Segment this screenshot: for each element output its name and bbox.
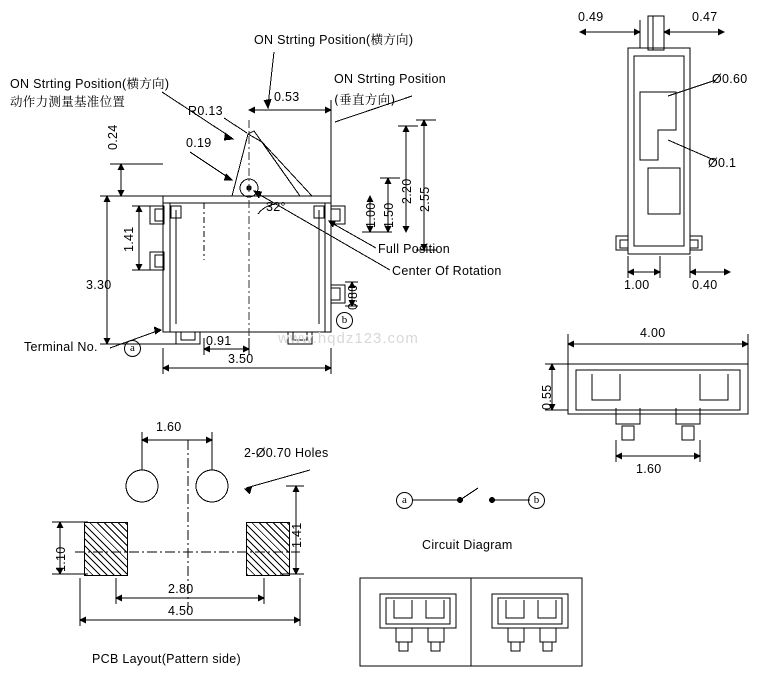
dim-100-main: 1.00 [364,202,378,228]
dim-220: 2.20 [400,178,414,204]
dim-150: 1.50 [382,202,396,228]
callout-on-starting-vertical-cn: (垂直方向) [334,92,396,107]
callout-center-of-rotation: Center Of Rotation [392,264,502,278]
dim-047: 0.47 [692,10,718,24]
dim-141-pcb: 1.41 [290,522,304,548]
dim-d01: Ø0.1 [708,156,737,170]
circuit-diagram-title: Circuit Diagram [422,538,513,552]
dim-024: 0.24 [106,124,120,150]
circuit-terminal-a: a [396,492,413,509]
callout-on-starting-vertical: ON Strting Position [334,72,446,86]
callout-operating-force-reference: 动作力测量基准位置 [10,94,126,109]
dim-angle-32: 32° [266,200,286,214]
callout-terminal-no: Terminal No. [24,340,98,354]
dim-110-pcb: 1.10 [54,546,68,572]
dim-d060: Ø0.60 [712,72,748,86]
callout-full-position: Full Position [378,242,450,256]
dim-160-pcb: 1.60 [156,420,182,434]
dim-049: 0.49 [578,10,604,24]
callout-on-starting-horizontal-top: ON Strting Position(横方向) [254,33,414,47]
dim-080: 0.80 [346,284,360,310]
pcb-pad-left [84,522,128,576]
dim-r013: R0.13 [188,104,223,118]
dim-160-front: 1.60 [636,462,662,476]
dim-040-side: 0.40 [692,278,718,292]
pcb-layout-title: PCB Layout(Pattern side) [92,652,241,666]
callout-on-starting-horizontal-left: ON Strting Position(横方向) [10,77,170,91]
dim-141-main: 1.41 [122,226,136,252]
watermark: www.hqdz123.com [278,330,419,347]
dim-019: 0.19 [186,136,212,150]
dim-091: 0.91 [206,334,232,348]
dim-100-side: 1.00 [624,278,650,292]
circuit-terminal-b: b [528,492,545,509]
pcb-pad-right [246,522,290,576]
terminal-badge-a: a [124,340,141,357]
dim-350: 3.50 [228,352,254,366]
label-holes: 2-Ø0.70 Holes [244,446,329,460]
dim-255: 2.55 [418,186,432,212]
terminal-badge-b: b [336,312,353,329]
dim-330: 3.30 [86,278,112,292]
dim-400: 4.00 [640,326,666,340]
dim-055: 0.55 [540,384,554,410]
dim-450-pcb: 4.50 [168,604,194,618]
dim-053: 0.53 [274,90,300,104]
dim-280-pcb: 2.80 [168,582,194,596]
